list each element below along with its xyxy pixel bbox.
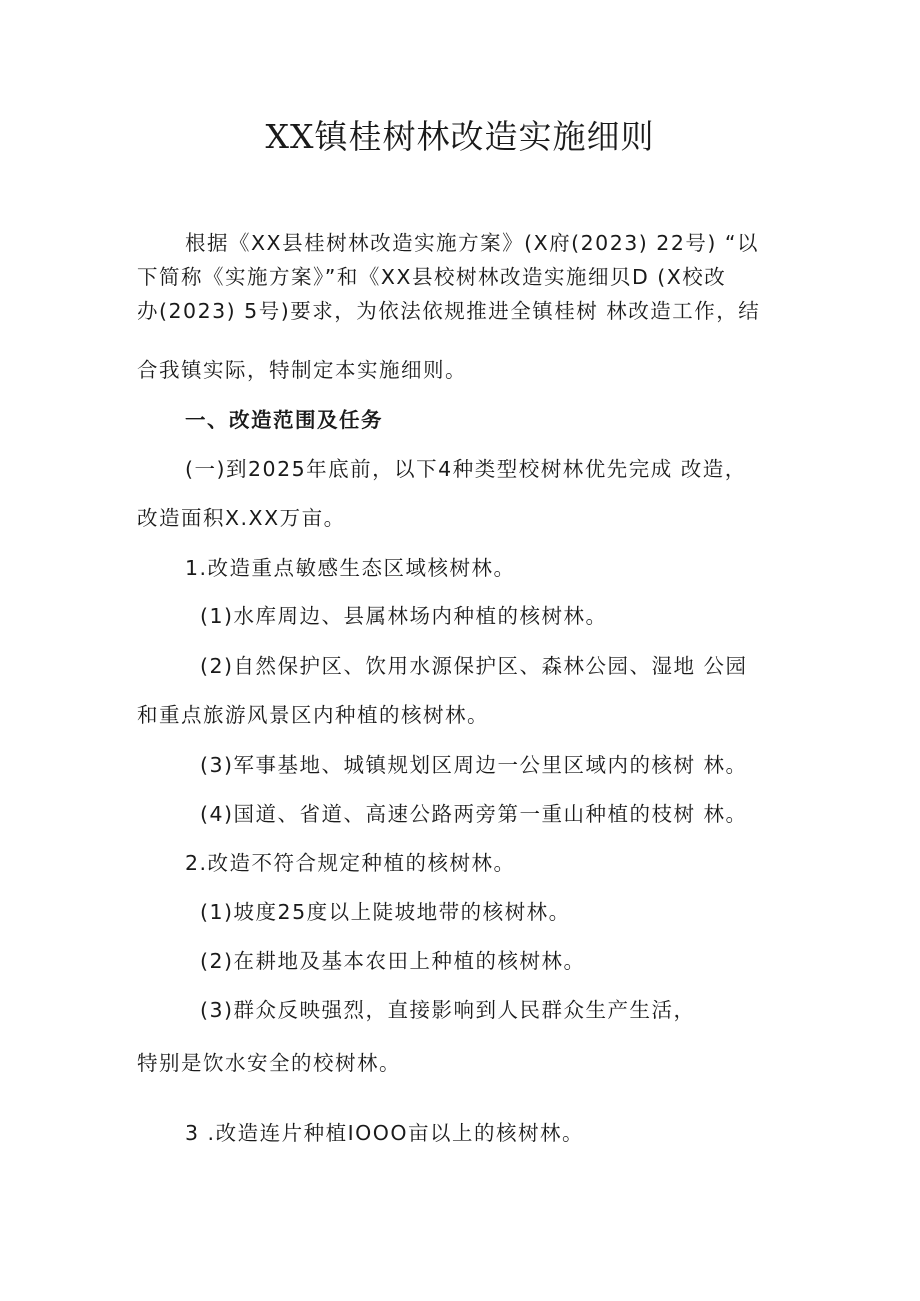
list-item: (1)水库周边、县属林场内种植的核树林。 [200, 604, 608, 628]
paragraph-line: 改造面积X.XX万亩。 [137, 506, 346, 530]
list-item: 1.改造重点敏感生态区域核树林。 [185, 556, 516, 580]
paragraph-line: 和重点旅游风景区内种植的核树林。 [137, 703, 489, 727]
list-item: 3 .改造连片种植IOOO亩以上的核树林。 [185, 1121, 585, 1145]
list-item: (2)自然保护区、饮用水源保护区、森林公园、湿地 公园 [200, 654, 748, 678]
paragraph-line: 办(2023) 5号)要求，为依法依规推进全镇桂树 林改造工作，结 [137, 299, 761, 323]
list-item: (3)军事基地、城镇规划区周边一公里区域内的核树 林。 [200, 753, 748, 777]
paragraph-line: (一)到2025年底前，以下4种类型校树林优先完成 改造， [185, 457, 747, 481]
list-item: (1)坡度25度以上陡坡地带的核树林。 [200, 900, 571, 924]
paragraph-line: 合我镇实际，特制定本实施细则。 [137, 358, 467, 382]
list-item: (4)国道、省道、高速公路两旁第一重山种植的枝树 林。 [200, 802, 748, 826]
list-item: 2.改造不符合规定种植的核树林。 [185, 851, 516, 875]
list-item: (2)在耕地及基本农田上种植的核树林。 [200, 949, 586, 973]
paragraph-line: 特别是饮水安全的校树林。 [137, 1051, 401, 1075]
list-item: (3)群众反映强烈，直接影响到人民群众生产生活， [200, 998, 696, 1022]
paragraph-line: 根据《XX县桂树林改造实施方案》(X府(2023) 22号) “以 [185, 231, 760, 255]
section-heading: 一、改造范围及任务 [185, 408, 383, 432]
paragraph-line: 下简称《实施方案》”和《XX县校树林改造实施细贝D (X校改 [137, 265, 727, 289]
document-title: XX镇桂树林改造实施细则 [265, 117, 655, 156]
